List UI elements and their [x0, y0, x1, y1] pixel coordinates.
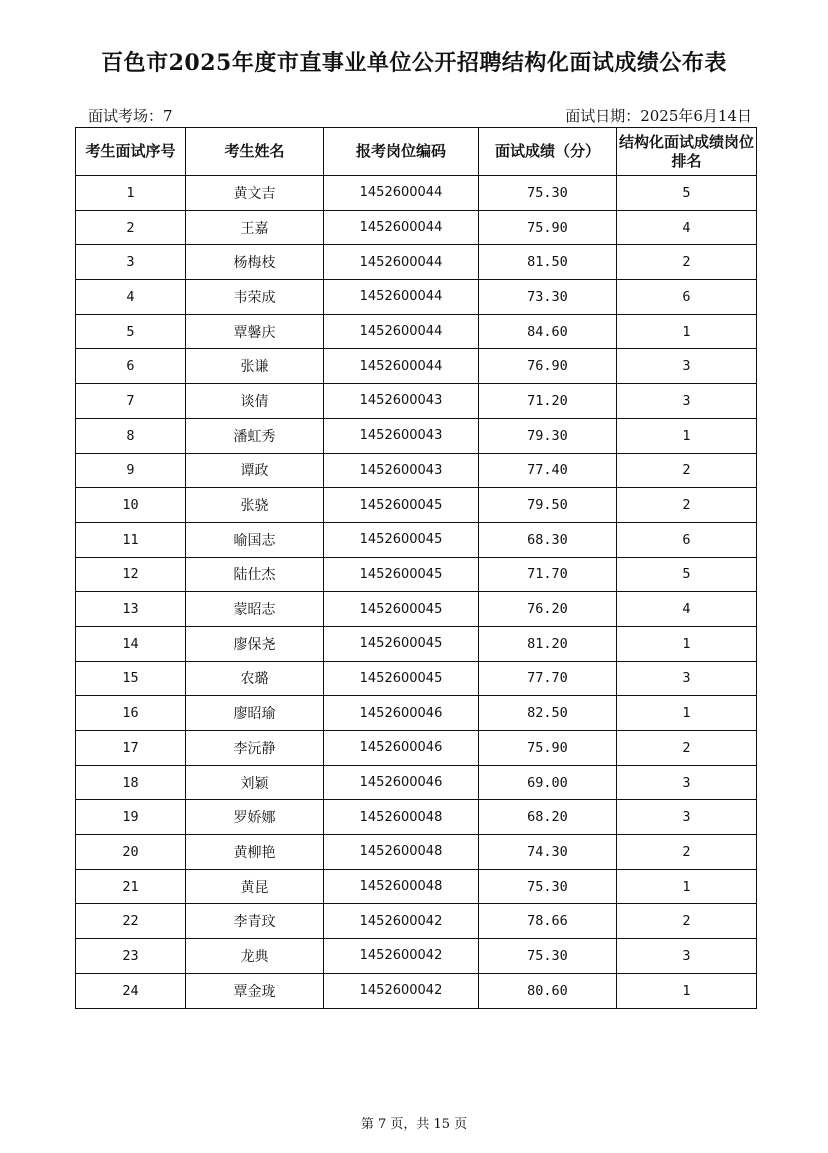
table-header-row — [76, 128, 757, 176]
cell-rank: 1 — [617, 626, 757, 661]
table-body — [76, 176, 757, 1009]
cell-seq: 16 — [76, 696, 186, 731]
cell-rank: 3 — [617, 800, 757, 835]
cell-name: 王嘉 — [186, 210, 324, 245]
cell-score: 76.90 — [479, 349, 617, 384]
cell-seq: 17 — [76, 731, 186, 766]
cell-rank: 3 — [617, 349, 757, 384]
cell-name: 龙典 — [186, 939, 324, 974]
cell-name: 潘虹秀 — [186, 418, 324, 453]
cell-name: 蒙昭志 — [186, 592, 324, 627]
cell-seq: 22 — [76, 904, 186, 939]
cell-rank: 2 — [617, 488, 757, 523]
cell-post-code: 1452600046 — [324, 731, 479, 766]
cell-post-code: 1452600048 — [324, 835, 479, 870]
header-seq: 考生面试序号 — [76, 128, 186, 176]
cell-score: 78.66 — [479, 904, 617, 939]
cell-post-code: 1452600045 — [324, 488, 479, 523]
table-row — [76, 488, 757, 523]
cell-score: 82.50 — [479, 696, 617, 731]
cell-rank: 2 — [617, 453, 757, 488]
header-post-code: 报考岗位编码 — [324, 128, 479, 176]
cell-name: 陆仕杰 — [186, 557, 324, 592]
cell-seq: 2 — [76, 210, 186, 245]
cell-rank: 2 — [617, 835, 757, 870]
cell-score: 77.40 — [479, 453, 617, 488]
cell-score: 79.30 — [479, 418, 617, 453]
cell-seq: 12 — [76, 557, 186, 592]
cell-name: 谭政 — [186, 453, 324, 488]
cell-rank: 3 — [617, 765, 757, 800]
cell-score: 75.30 — [479, 939, 617, 974]
cell-post-code: 1452600048 — [324, 800, 479, 835]
cell-name: 覃馨庆 — [186, 314, 324, 349]
cell-score: 69.00 — [479, 765, 617, 800]
cell-score: 79.50 — [479, 488, 617, 523]
cell-post-code: 1452600044 — [324, 280, 479, 315]
cell-post-code: 1452600044 — [324, 349, 479, 384]
table-row — [76, 210, 757, 245]
cell-rank: 2 — [617, 245, 757, 280]
cell-post-code: 1452600045 — [324, 557, 479, 592]
table-row — [76, 314, 757, 349]
table-row — [76, 800, 757, 835]
table-row — [76, 245, 757, 280]
cell-rank: 1 — [617, 418, 757, 453]
cell-score: 71.70 — [479, 557, 617, 592]
exam-date-label: 面试日期：2025年6月14日 — [565, 107, 752, 125]
cell-name: 农璐 — [186, 661, 324, 696]
cell-name: 廖昭瑜 — [186, 696, 324, 731]
cell-rank: 3 — [617, 661, 757, 696]
cell-rank: 6 — [617, 522, 757, 557]
page-title: 百色市2025年度市直事业单位公开招聘结构化面试成绩公布表 — [101, 50, 727, 76]
table-row — [76, 592, 757, 627]
cell-rank: 2 — [617, 904, 757, 939]
cell-rank: 4 — [617, 592, 757, 627]
cell-name: 杨梅枝 — [186, 245, 324, 280]
cell-rank: 5 — [617, 176, 757, 211]
table-row — [76, 176, 757, 211]
table-row — [76, 973, 757, 1008]
cell-name: 张谦 — [186, 349, 324, 384]
page-footer: 第 7 页，共 15 页 — [360, 1117, 468, 1132]
header-score: 面试成绩（分） — [479, 128, 617, 176]
cell-score: 77.70 — [479, 661, 617, 696]
cell-name: 李沅静 — [186, 731, 324, 766]
table-row — [76, 557, 757, 592]
cell-name: 覃金珑 — [186, 973, 324, 1008]
cell-seq: 4 — [76, 280, 186, 315]
exam-room-label: 面试考场：7 — [88, 107, 173, 125]
cell-name: 李青玟 — [186, 904, 324, 939]
cell-seq: 1 — [76, 176, 186, 211]
table-row — [76, 696, 757, 731]
cell-rank: 4 — [617, 210, 757, 245]
cell-seq: 19 — [76, 800, 186, 835]
cell-name: 刘颖 — [186, 765, 324, 800]
cell-rank: 1 — [617, 314, 757, 349]
cell-score: 74.30 — [479, 835, 617, 870]
cell-score: 81.50 — [479, 245, 617, 280]
header-name: 考生姓名 — [186, 128, 324, 176]
cell-seq: 5 — [76, 314, 186, 349]
cell-post-code: 1452600044 — [324, 314, 479, 349]
cell-seq: 9 — [76, 453, 186, 488]
table-row — [76, 384, 757, 419]
cell-rank: 1 — [617, 696, 757, 731]
cell-post-code: 1452600045 — [324, 661, 479, 696]
cell-post-code: 1452600042 — [324, 939, 479, 974]
cell-rank: 2 — [617, 731, 757, 766]
cell-score: 68.30 — [479, 522, 617, 557]
cell-post-code: 1452600043 — [324, 384, 479, 419]
table-row — [76, 904, 757, 939]
cell-score: 75.30 — [479, 176, 617, 211]
cell-seq: 21 — [76, 869, 186, 904]
cell-seq: 10 — [76, 488, 186, 523]
cell-seq: 6 — [76, 349, 186, 384]
table-row — [76, 835, 757, 870]
cell-score: 71.20 — [479, 384, 617, 419]
cell-score: 81.20 — [479, 626, 617, 661]
cell-seq: 15 — [76, 661, 186, 696]
cell-score: 76.20 — [479, 592, 617, 627]
cell-post-code: 1452600043 — [324, 453, 479, 488]
table-row — [76, 939, 757, 974]
cell-post-code: 1452600045 — [324, 592, 479, 627]
table-row — [76, 522, 757, 557]
cell-score: 75.90 — [479, 731, 617, 766]
cell-rank: 3 — [617, 939, 757, 974]
cell-name: 黄文吉 — [186, 176, 324, 211]
results-table — [75, 127, 757, 1009]
cell-score: 84.60 — [479, 314, 617, 349]
cell-name: 黄柳艳 — [186, 835, 324, 870]
cell-post-code: 1452600046 — [324, 765, 479, 800]
cell-score: 75.30 — [479, 869, 617, 904]
cell-seq: 11 — [76, 522, 186, 557]
cell-post-code: 1452600042 — [324, 904, 479, 939]
cell-rank: 1 — [617, 973, 757, 1008]
cell-post-code: 1452600045 — [324, 626, 479, 661]
cell-post-code: 1452600043 — [324, 418, 479, 453]
cell-seq: 20 — [76, 835, 186, 870]
cell-post-code: 1452600046 — [324, 696, 479, 731]
cell-post-code: 1452600044 — [324, 210, 479, 245]
table-row — [76, 869, 757, 904]
cell-seq: 7 — [76, 384, 186, 419]
table-row — [76, 765, 757, 800]
cell-post-code: 1452600042 — [324, 973, 479, 1008]
header-rank: 结构化面试成绩岗位排名 — [617, 128, 757, 176]
cell-post-code: 1452600045 — [324, 522, 479, 557]
table-row — [76, 626, 757, 661]
table-row — [76, 280, 757, 315]
cell-score: 73.30 — [479, 280, 617, 315]
cell-post-code: 1452600044 — [324, 245, 479, 280]
cell-seq: 13 — [76, 592, 186, 627]
cell-seq: 14 — [76, 626, 186, 661]
cell-name: 黄昆 — [186, 869, 324, 904]
cell-name: 喻国志 — [186, 522, 324, 557]
cell-name: 谈倩 — [186, 384, 324, 419]
table-row — [76, 731, 757, 766]
cell-rank: 3 — [617, 384, 757, 419]
table-row — [76, 661, 757, 696]
cell-rank: 5 — [617, 557, 757, 592]
cell-score: 75.90 — [479, 210, 617, 245]
cell-score: 68.20 — [479, 800, 617, 835]
cell-seq: 24 — [76, 973, 186, 1008]
table-row — [76, 418, 757, 453]
cell-rank: 6 — [617, 280, 757, 315]
cell-seq: 23 — [76, 939, 186, 974]
cell-name: 韦荣成 — [186, 280, 324, 315]
cell-post-code: 1452600048 — [324, 869, 479, 904]
cell-score: 80.60 — [479, 973, 617, 1008]
table-row — [76, 349, 757, 384]
cell-post-code: 1452600044 — [324, 176, 479, 211]
table-row — [76, 453, 757, 488]
cell-name: 罗娇娜 — [186, 800, 324, 835]
cell-rank: 1 — [617, 869, 757, 904]
cell-seq: 3 — [76, 245, 186, 280]
cell-seq: 18 — [76, 765, 186, 800]
cell-seq: 8 — [76, 418, 186, 453]
cell-name: 张骁 — [186, 488, 324, 523]
cell-name: 廖保尧 — [186, 626, 324, 661]
